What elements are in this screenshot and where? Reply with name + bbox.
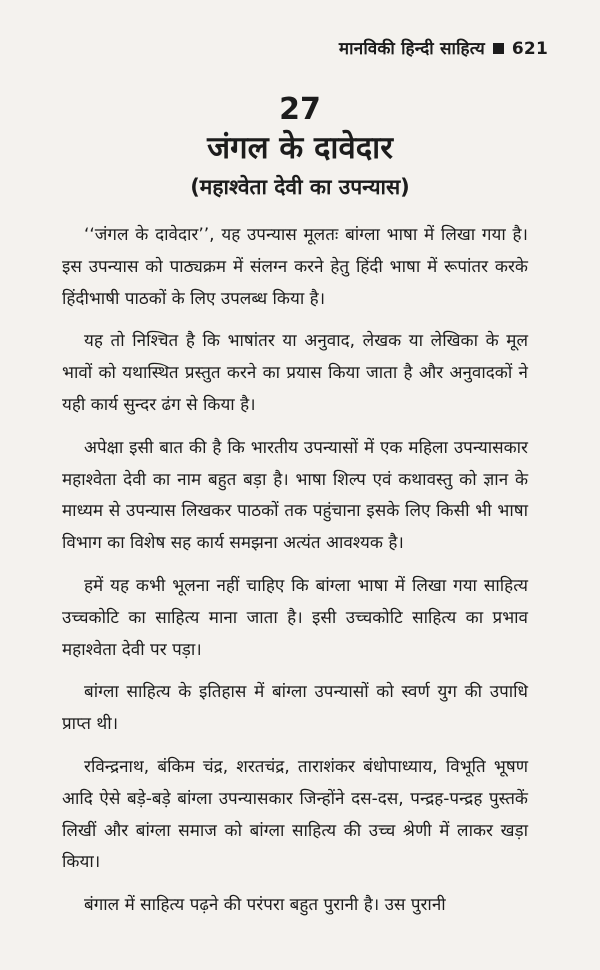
chapter-title: जंगल के दावेदार	[207, 130, 393, 166]
paragraph: बांग्ला साहित्य के इतिहास में बांग्ला उपन्यासों को स्वर्ण युग की उपाधि प्राप्त थी।	[62, 682, 528, 735]
paragraph: अपेक्षा इसी बात की है कि भारतीय उपन्यासों में एक महिला उपन्यासकार महाश्वेता देवी का नाम बहुत बड़ा है। भाषा शिल्प एवं कथावस्तु को ज्ञान के माध्यम से उपन्यास लिखकर पाठकों तक पहुंचाना इसके लिए किसी भी भाषा विभाग का विशेष सह कार्य समझना अत्यंत आवश्यक है।	[62, 437, 528, 554]
running-header	[339, 36, 548, 59]
paragraph: यह तो निश्चित है कि भाषांतर या अनुवाद, लेखक या लेखिका के मूल भावों को यथास्थित प्रस्तुत करने का प्रयास किया जाता है और अनुवादकों ने यही कार्य सुन्दर ढंग से किया है।	[62, 331, 528, 415]
running-title: मानविकी हिन्दी साहित्य	[338, 39, 485, 59]
chapter-number: 27	[279, 92, 321, 127]
paragraph: ‘‘जंगल के दावेदार’’, यह उपन्यास मूलतः बांग्ला भाषा में लिखा गया है। इस उपन्यास को पाठ्यक्रम में संलग्न करने हेतु हिंदी भाषा में रूपांतर करके हिंदीभाषी पाठकों के लिए उपलब्ध किया है।	[62, 225, 528, 309]
body-text	[62, 220, 528, 922]
paragraph: हमें यह कभी भूलना नहीं चाहिए कि बांग्ला भाषा में लिखा गया साहित्य उच्चकोटि का साहित्य माना जाता है। इसी उच्चकोटि साहित्य का प्रभाव महाश्वेता देवी पर पड़ा।	[62, 575, 528, 660]
page-number: 621	[511, 39, 548, 59]
chapter-subtitle: (महाश्वेता देवी का उपन्यास)	[190, 175, 410, 199]
square-bullet-icon	[493, 43, 504, 54]
paragraph: बंगाल में साहित्य पढ़ने की परंपरा बहुत पुरानी है। उस पुरानी	[84, 895, 446, 916]
paragraph: रविन्द्रनाथ, बंकिम चंद्र, शरतचंद्र, ताराशंकर बंधोपाध्याय, विभूति भूषण आदि ऐसे बड़े-बड़े बांग्ला उपन्यासकार जिन्होंने दस-दस, पन्द्रह-पन्द्रह पुस्तकें लिखीं और बांग्ला समाज को बांग्ला साहित्य की उच्च श्रेणी में लाकर खड़ा किया।	[62, 756, 528, 873]
